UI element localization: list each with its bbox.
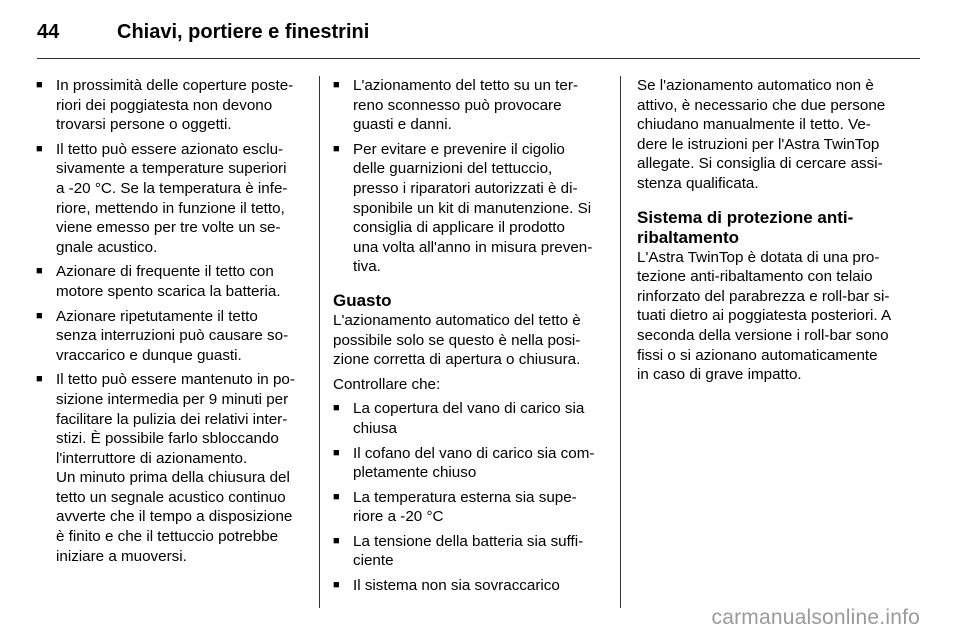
bullet-icon: ■ xyxy=(333,490,340,503)
watermark: carmanualsonline.info xyxy=(711,606,920,629)
list-item-text: In prossimità delle coperture poste- riori dei poggiatesta non devono trovarsi persone o oggetti. xyxy=(56,77,294,134)
header-rule xyxy=(37,58,920,59)
list-item xyxy=(333,76,604,135)
list-item xyxy=(333,488,604,527)
list-item-text: La tensione della batteria sia suffi- ciente xyxy=(353,532,584,570)
list-item-text: Azionare ripetutamente il tetto senza interruzioni può causare so- vraccarico e dunque guasti. xyxy=(56,307,289,364)
list-item-text: Il tetto può essere azionato esclu- sivamente a temperature superiori a -20 °C. Se la temperatura è infe- riore, mettendo in funzione il tetto, viene emesso per tre volte un se- gnale acustico. xyxy=(56,140,288,256)
list-item-text: L'azionamento del tetto su un ter- reno sconnesso può provocare guasti e danni. xyxy=(353,77,578,134)
list-item xyxy=(333,140,604,277)
paragraph: L'azionamento automatico del tetto è possibile solo se questo è nella posi- zione corretta di apertura o chiusura. xyxy=(333,311,581,369)
list-item-text: La copertura del vano di carico sia chiusa xyxy=(353,400,585,437)
bullet-list-1 xyxy=(36,76,304,566)
list-item xyxy=(36,370,304,566)
bullet-icon: ■ xyxy=(333,142,340,155)
bullet-icon: ■ xyxy=(333,446,340,459)
list-item xyxy=(36,140,304,258)
list-item xyxy=(333,576,604,596)
bullet-icon: ■ xyxy=(333,534,340,547)
list-item-text: Il tetto può essere mantenuto in po- sizione intermedia per 9 minuti per facilitare la pulizia dei relativi inter- stizi. È possibile farlo sbloccando l'interruttore di azionamento. Un minuto prima della chiusura del tetto un segnale acustico continuo avverte che il tempo a disposizione è finito e che il tettuccio potrebbe iniziare a muoversi. xyxy=(56,371,295,565)
list-item xyxy=(36,262,304,301)
section-heading-guasto: Guasto xyxy=(333,290,392,310)
list-item xyxy=(333,532,604,571)
list-item-text: Il cofano del vano di carico sia com- pletamente chiuso xyxy=(353,444,595,482)
bullet-icon: ■ xyxy=(333,402,340,415)
list-item-text: La temperatura esterna sia supe- riore a -20 °C xyxy=(353,488,577,526)
list-item xyxy=(333,399,604,438)
bullet-icon: ■ xyxy=(36,265,43,278)
bullet-icon: ■ xyxy=(333,579,340,592)
bullet-icon: ■ xyxy=(333,79,340,91)
paragraph: Controllare che: xyxy=(333,375,441,393)
page-header xyxy=(37,14,369,50)
paragraph: Se l'azionamento automatico non è attivo, è necessario che due persone chiudano manualmente il tetto. Ve- dere le istruzioni per l'Astra TwinTop allegate. Si consiglia di cercare assi- stenza qualificata. xyxy=(637,77,886,192)
list-item-text: Il sistema non sia sovraccarico xyxy=(353,577,560,595)
page-number: 44 xyxy=(37,20,60,43)
list-item xyxy=(36,76,304,135)
bullet-icon: ■ xyxy=(36,373,43,386)
column-2 xyxy=(333,76,604,601)
section-heading-anti-ribaltamento: Sistema di protezione anti- ribaltamento xyxy=(637,207,854,247)
column-1 xyxy=(36,76,304,571)
column-3 xyxy=(637,76,903,390)
bullet-icon: ■ xyxy=(36,142,43,155)
paragraph: L'Astra TwinTop è dotata di una pro- tezione anti-ribaltamento con telaio rinforzato del parabrezza e roll-bar si- tuati dietro ai poggiatesta posteriori. A seconda della versione i roll-bar sono fissi o si azionano automaticamente in caso di grave impatto. xyxy=(637,248,892,384)
list-item xyxy=(333,444,604,483)
check-list xyxy=(333,399,604,595)
bullet-list-2 xyxy=(333,76,604,277)
bullet-icon: ■ xyxy=(36,79,43,91)
list-item-text: Per evitare e prevenire il cigolio delle guarnizioni del tettuccio, presso i riparatori autorizzati è di- sponibile un kit di manutenzione. Si consiglia di applicare il prodotto una volta all'anno in misura preven- tiva. xyxy=(353,140,593,276)
page-title: Chiavi, portiere e finestrini xyxy=(117,20,370,43)
bullet-icon: ■ xyxy=(36,309,43,322)
list-item-text: Azionare di frequente il tetto con motore spento scarica la batteria. xyxy=(56,263,281,300)
list-item xyxy=(36,307,304,366)
column-divider-1 xyxy=(319,76,320,608)
column-divider-2 xyxy=(620,76,621,608)
